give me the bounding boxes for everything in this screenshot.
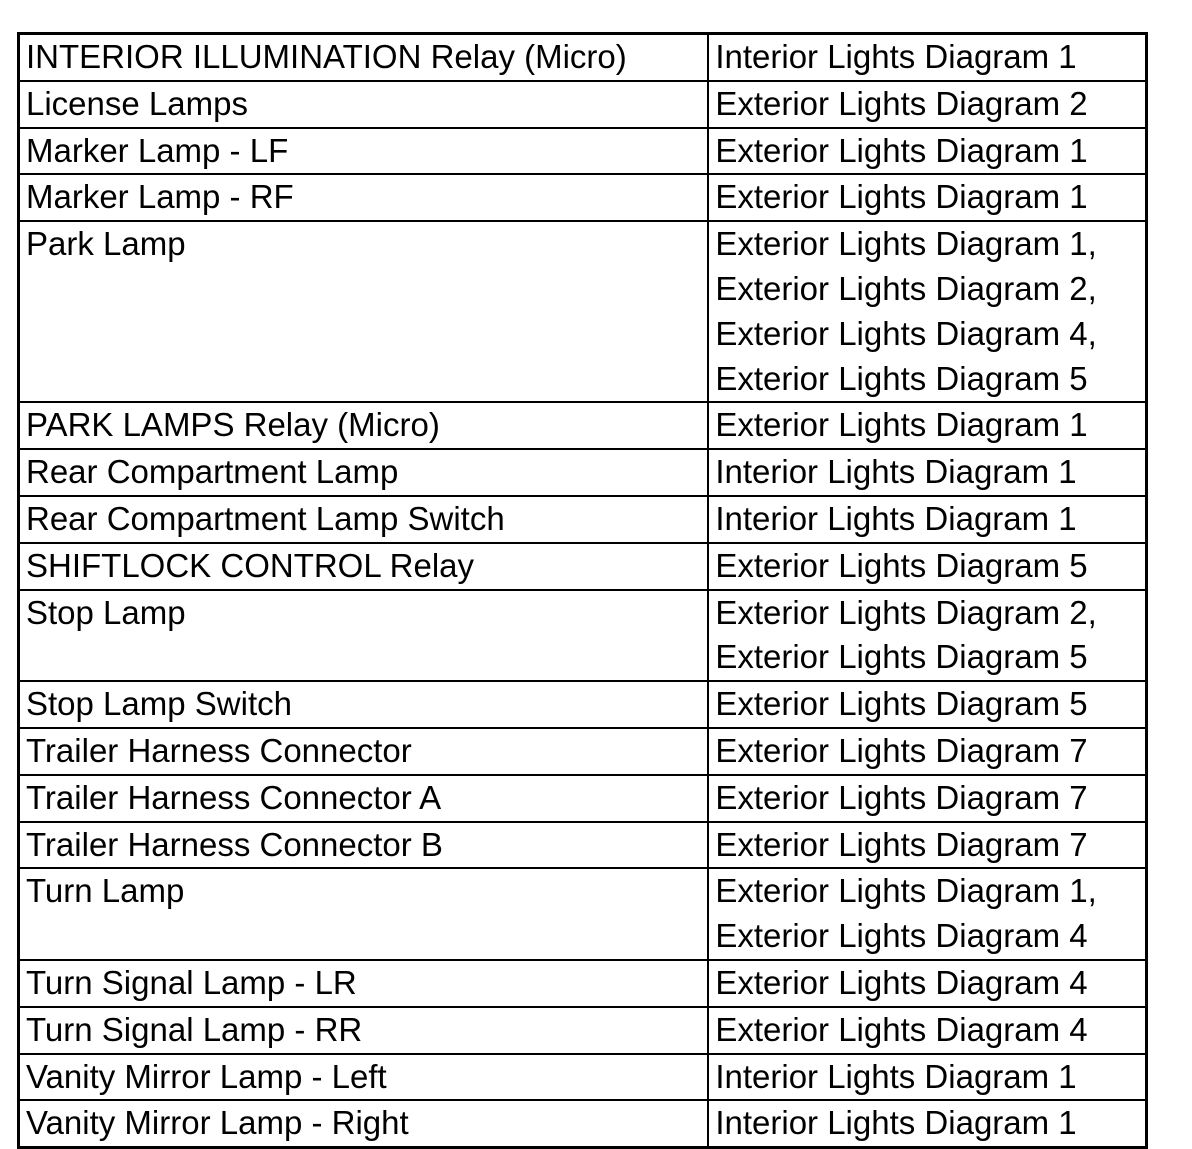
table-row bbox=[19, 1007, 1147, 1054]
table-row bbox=[19, 960, 1147, 1007]
diagram-reference-cell bbox=[708, 1007, 1146, 1054]
component-name-cell: Rear Compartment Lamp Switch bbox=[19, 496, 709, 543]
diagram-reference-line: Interior Lights Diagram 1 bbox=[715, 38, 1077, 75]
diagram-reference-line: Exterior Lights Diagram 7 bbox=[715, 778, 1088, 816]
component-name-cell: Trailer Harness Connector B bbox=[19, 822, 709, 869]
diagram-reference-line: Interior Lights Diagram 1 bbox=[715, 1057, 1077, 1095]
diagram-reference-cell bbox=[708, 775, 1146, 822]
table-row bbox=[19, 34, 1147, 81]
diagram-reference-cell bbox=[708, 728, 1146, 775]
diagram-reference-line: Exterior Lights Diagram 4 bbox=[715, 1010, 1088, 1048]
table-row bbox=[19, 728, 1147, 775]
table-row bbox=[19, 402, 1147, 449]
component-name-cell: Turn Signal Lamp - RR bbox=[19, 1007, 709, 1054]
diagram-reference-cell bbox=[708, 221, 1146, 402]
diagram-reference-cell bbox=[708, 1100, 1146, 1147]
diagram-reference-cell bbox=[708, 81, 1146, 128]
component-location-table bbox=[17, 32, 1148, 1149]
diagram-reference-cell bbox=[708, 402, 1146, 449]
diagram-reference-line: Exterior Lights Diagram 4 bbox=[715, 963, 1088, 1001]
component-name-cell: Trailer Harness Connector A bbox=[19, 775, 709, 822]
table-row bbox=[19, 1054, 1147, 1101]
component-name-cell: Park Lamp bbox=[19, 221, 709, 402]
diagram-reference-cell bbox=[708, 822, 1146, 869]
diagram-reference-cell bbox=[708, 449, 1146, 496]
component-name-cell: PARK LAMPS Relay (Micro) bbox=[19, 402, 709, 449]
table-row bbox=[19, 775, 1147, 822]
table-row bbox=[19, 868, 1147, 960]
diagram-reference-line: Exterior Lights Diagram 2, bbox=[715, 269, 1097, 307]
component-name-cell: Turn Signal Lamp - LR bbox=[19, 960, 709, 1007]
component-name-cell: Trailer Harness Connector bbox=[19, 728, 709, 775]
table-body bbox=[19, 34, 1147, 1148]
diagram-reference-line: Exterior Lights Diagram 5 bbox=[715, 638, 1088, 676]
diagram-reference-cell bbox=[708, 590, 1146, 682]
component-name-cell: Marker Lamp - RF bbox=[19, 174, 709, 221]
diagram-reference-line: Exterior Lights Diagram 1 bbox=[715, 131, 1088, 169]
diagram-reference-cell bbox=[708, 174, 1146, 221]
diagram-reference-cell bbox=[708, 960, 1146, 1007]
diagram-reference-line: Exterior Lights Diagram 1, bbox=[715, 225, 1097, 263]
component-name-cell: SHIFTLOCK CONTROL Relay bbox=[19, 543, 709, 590]
table-row bbox=[19, 174, 1147, 221]
diagram-reference-line: Exterior Lights Diagram 2, bbox=[715, 593, 1097, 631]
table-row bbox=[19, 128, 1147, 175]
component-name-cell: Marker Lamp - LF bbox=[19, 128, 709, 175]
component-name-cell: INTERIOR ILLUMINATION Relay (Micro) bbox=[19, 34, 709, 81]
diagram-reference-line: Exterior Lights Diagram 5 bbox=[715, 546, 1088, 584]
table-row bbox=[19, 496, 1147, 543]
component-name-cell: Rear Compartment Lamp bbox=[19, 449, 709, 496]
table-row bbox=[19, 543, 1147, 590]
table-row bbox=[19, 681, 1147, 728]
diagram-reference-line: Exterior Lights Diagram 7 bbox=[715, 731, 1088, 769]
diagram-reference-cell bbox=[708, 496, 1146, 543]
diagram-reference-line: Exterior Lights Diagram 7 bbox=[715, 825, 1088, 863]
diagram-reference-line: Exterior Lights Diagram 1 bbox=[715, 178, 1088, 216]
diagram-reference-line: Exterior Lights Diagram 5 bbox=[715, 359, 1088, 397]
diagram-reference-cell bbox=[708, 128, 1146, 175]
diagram-reference-cell bbox=[708, 681, 1146, 728]
table-row bbox=[19, 449, 1147, 496]
component-name-cell: Vanity Mirror Lamp - Left bbox=[19, 1054, 709, 1101]
component-name-cell: Stop Lamp bbox=[19, 590, 709, 682]
diagram-reference-cell bbox=[708, 34, 1146, 81]
component-name-cell: Turn Lamp bbox=[19, 868, 709, 960]
table-row bbox=[19, 81, 1147, 128]
table-row bbox=[19, 822, 1147, 869]
table-row bbox=[19, 590, 1147, 682]
diagram-reference-cell bbox=[708, 868, 1146, 960]
diagram-reference-line: Exterior Lights Diagram 1, bbox=[715, 872, 1097, 910]
diagram-reference-line: Exterior Lights Diagram 4 bbox=[715, 917, 1088, 955]
diagram-reference-line: Exterior Lights Diagram 5 bbox=[715, 685, 1088, 723]
diagram-reference-cell bbox=[708, 543, 1146, 590]
diagram-reference-line: Exterior Lights Diagram 1 bbox=[715, 406, 1088, 444]
component-name-cell: License Lamps bbox=[19, 81, 709, 128]
diagram-reference-line: Exterior Lights Diagram 4, bbox=[715, 314, 1097, 352]
table-row bbox=[19, 221, 1147, 402]
table-row bbox=[19, 1100, 1147, 1147]
diagram-reference-line: Interior Lights Diagram 1 bbox=[715, 453, 1077, 491]
component-name-cell: Vanity Mirror Lamp - Right bbox=[19, 1100, 709, 1147]
diagram-reference-line: Interior Lights Diagram 1 bbox=[715, 499, 1077, 537]
diagram-reference-line: Interior Lights Diagram 1 bbox=[715, 1104, 1077, 1142]
component-name-cell: Stop Lamp Switch bbox=[19, 681, 709, 728]
diagram-reference-cell bbox=[708, 1054, 1146, 1101]
diagram-reference-line: Exterior Lights Diagram 2 bbox=[715, 84, 1088, 122]
